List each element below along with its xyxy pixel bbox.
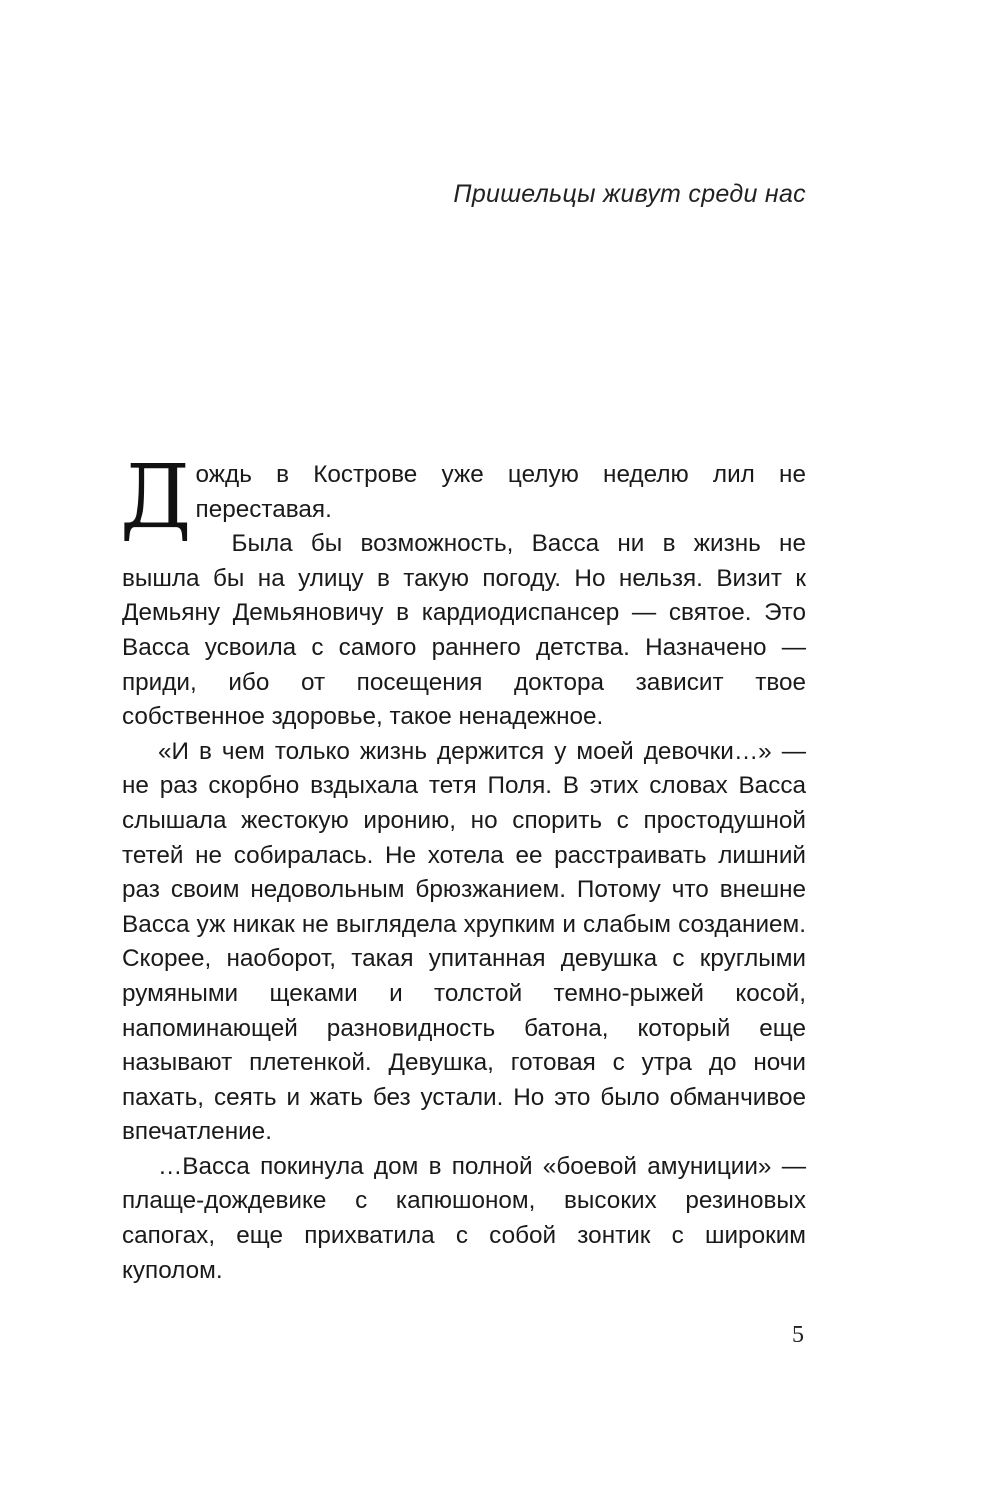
- paragraph-1-text: ождь в Кострове уже целую неделю лил не переставая.: [195, 461, 806, 523]
- paragraph-2: Была бы возможность, Васса ни в жизнь не вышла бы на улицу в такую погоду. Но нельзя. Визит к Демьяну Демьяновичу в кардиодиспансер — святое. Это Васса усвоила с самого раннего детства. Назначено — приди, ибо от посещения доктора зависит твое собственное здоровье, такое ненадежное.: [122, 530, 806, 731]
- running-title: Пришельцы живут среди нас: [453, 180, 806, 208]
- drop-cap: Д: [120, 445, 192, 548]
- page-number: 5: [792, 1322, 804, 1348]
- paragraph-4: …Васса покинула дом в полной «боевой амуниции» — плаще-дождевике с капюшоном, высоких резиновых сапогах, еще прихватила с собой зонтик с широким куполом.: [122, 1152, 806, 1284]
- body-text: [120, 445, 806, 1288]
- paragraph-3: «И в чем только жизнь держится у моей девочки…» — не раз скорбно вздыхала тетя Поля. В этих словах Васса слышала жестокую иронию, но спорить с простодушной тетей не собиралась. Не хотела ее расстраивать лишний раз своим недовольным брюзжанием. Потому что внешне Васса уж никак не выглядела хрупким и слабым созданием. Скорее, наоборот, такая упитанная девушка с круглыми румяными щеками и толстой темно-рыжей косой, напоминающей разновидность батона, который еще называют плетенкой. Девушка, готовая с утра до ночи пахать, сеять и жать без устали. Но это было обманчивое впечатление.: [122, 737, 806, 1146]
- paragraph-1: [120, 445, 806, 548]
